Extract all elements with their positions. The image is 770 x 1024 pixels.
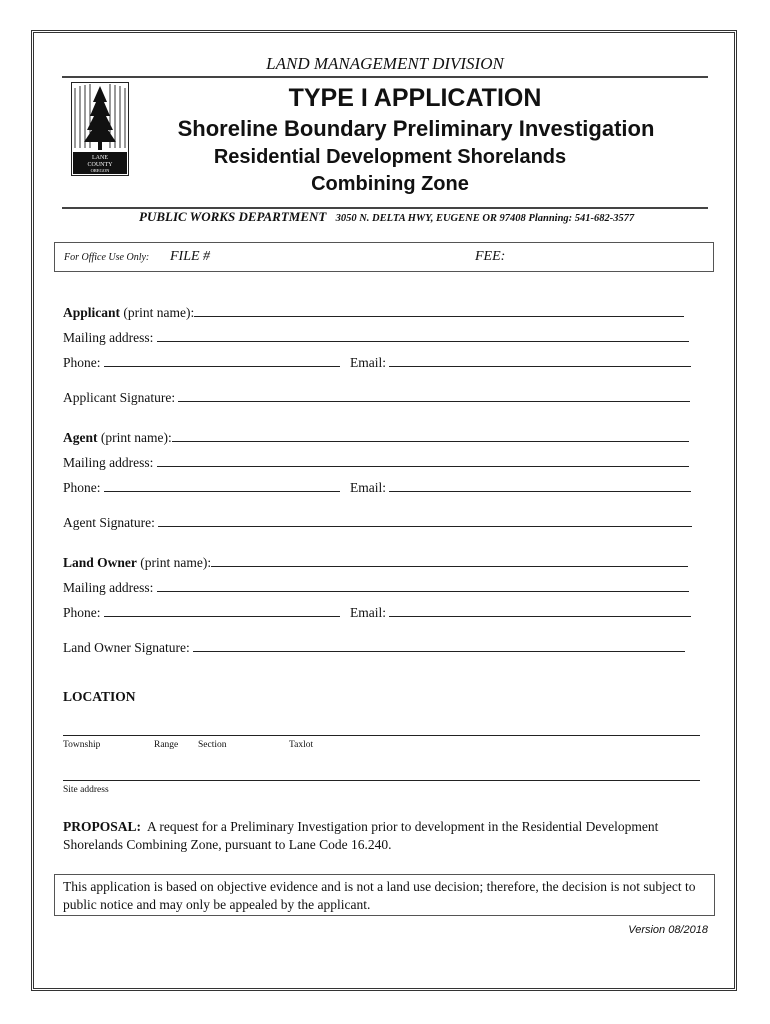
agent-name-row [63, 429, 689, 446]
agent-mailing-field[interactable] [157, 454, 689, 467]
applicant-email-field[interactable] [389, 354, 691, 367]
owner-email-label: Email: [350, 605, 387, 620]
agent-name-label: (print name): [97, 430, 172, 445]
department-address: 3050 N. DELTA HWY, EUGENE OR 97408 Planning: 541-682-3577 [335, 213, 635, 224]
owner-mailing-field[interactable] [157, 579, 689, 592]
location-field-line[interactable] [63, 735, 700, 736]
lane-county-logo [71, 82, 129, 176]
owner-contact-row [63, 604, 691, 621]
applicant-email-label: Email: [350, 355, 387, 370]
applicant-signature-row [63, 389, 690, 406]
agent-contact-row [63, 479, 691, 496]
owner-signature-field[interactable] [193, 639, 685, 652]
department-line [139, 209, 634, 225]
applicant-mailing-row [63, 329, 689, 346]
applicant-mailing-label: Mailing address: [63, 330, 154, 345]
taxlot-label: Taxlot [289, 740, 314, 750]
agent-email-field[interactable] [389, 479, 691, 492]
range-label: Range [154, 740, 179, 750]
page-subtitle: Shoreline Boundary Preliminary Investigation [177, 116, 655, 141]
owner-email-field[interactable] [389, 604, 691, 617]
owner-label: Land Owner [63, 555, 137, 570]
proposal-text: A request for a Preliminary Investigation prior to development in the Residential Development Shorelands Combining Zone, pursuant to Lane Code 16.240. [63, 819, 659, 852]
applicant-mailing-field[interactable] [157, 329, 689, 342]
township-label: Township [63, 740, 101, 750]
applicant-name-row [63, 304, 684, 321]
logo-text-oregon: OREGON [90, 168, 110, 173]
fee-field[interactable]: FEE: [475, 249, 506, 264]
owner-name-row [63, 554, 688, 571]
agent-label: Agent [63, 430, 98, 445]
applicant-signature-label: Applicant Signature: [63, 390, 176, 405]
page-title: TYPE I APPLICATION [288, 84, 542, 112]
agent-phone-field[interactable] [104, 479, 340, 492]
page-subtitle-2 [170, 144, 610, 198]
proposal-paragraph [63, 818, 703, 854]
agent-email-label: Email: [350, 480, 387, 495]
owner-mailing-row [63, 579, 689, 596]
owner-name-label: (print name): [136, 555, 212, 570]
owner-phone-field[interactable] [104, 604, 340, 617]
division-title: LAND MANAGEMENT DIVISION [266, 54, 504, 73]
subtitle-2-line-1: Residential Development Shorelands [213, 146, 567, 168]
agent-signature-row [63, 514, 692, 531]
applicant-signature-field[interactable] [178, 389, 690, 402]
subtitle-2-line-2: Combining Zone [311, 173, 469, 195]
applicant-contact-row [63, 354, 691, 371]
owner-mailing-label: Mailing address: [63, 580, 154, 595]
notice-box: This application is based on objective evidence and is not a land use decision; therefore, the decision is not subject to public notice and may only be appealed by the applicant. [54, 874, 715, 916]
applicant-name-label: (print name): [120, 305, 195, 320]
agent-phone-label: Phone: [63, 480, 101, 495]
site-address-field-line[interactable] [63, 780, 700, 781]
office-use-label: For Office Use Only: [64, 252, 150, 263]
logo-text-lane: LANE [92, 155, 108, 161]
agent-signature-label: Agent Signature: [63, 515, 155, 530]
applicant-phone-label: Phone: [63, 355, 101, 370]
applicant-label: Applicant [63, 305, 121, 320]
applicant-name-field[interactable] [194, 304, 684, 317]
version-label: Version 08/2018 [628, 924, 708, 936]
logo-text-county: COUNTY [87, 162, 113, 168]
section-label: Section [198, 740, 227, 750]
site-address-label: Site address [63, 785, 109, 795]
owner-name-field[interactable] [211, 554, 688, 567]
applicant-phone-field[interactable] [104, 354, 340, 367]
agent-signature-field[interactable] [158, 514, 692, 527]
owner-signature-row [63, 639, 685, 656]
proposal-label: PROPOSAL: [63, 819, 142, 834]
agent-mailing-row [63, 454, 689, 471]
file-number-field[interactable]: FILE # [170, 249, 211, 264]
agent-mailing-label: Mailing address: [63, 455, 154, 470]
department-name: PUBLIC WORKS DEPARTMENT [139, 209, 327, 224]
office-use-box [54, 242, 714, 272]
agent-name-field[interactable] [172, 429, 689, 442]
owner-signature-label: Land Owner Signature: [63, 640, 190, 655]
owner-phone-label: Phone: [63, 605, 101, 620]
location-heading: LOCATION [63, 689, 136, 704]
header-rule-top [62, 76, 708, 78]
